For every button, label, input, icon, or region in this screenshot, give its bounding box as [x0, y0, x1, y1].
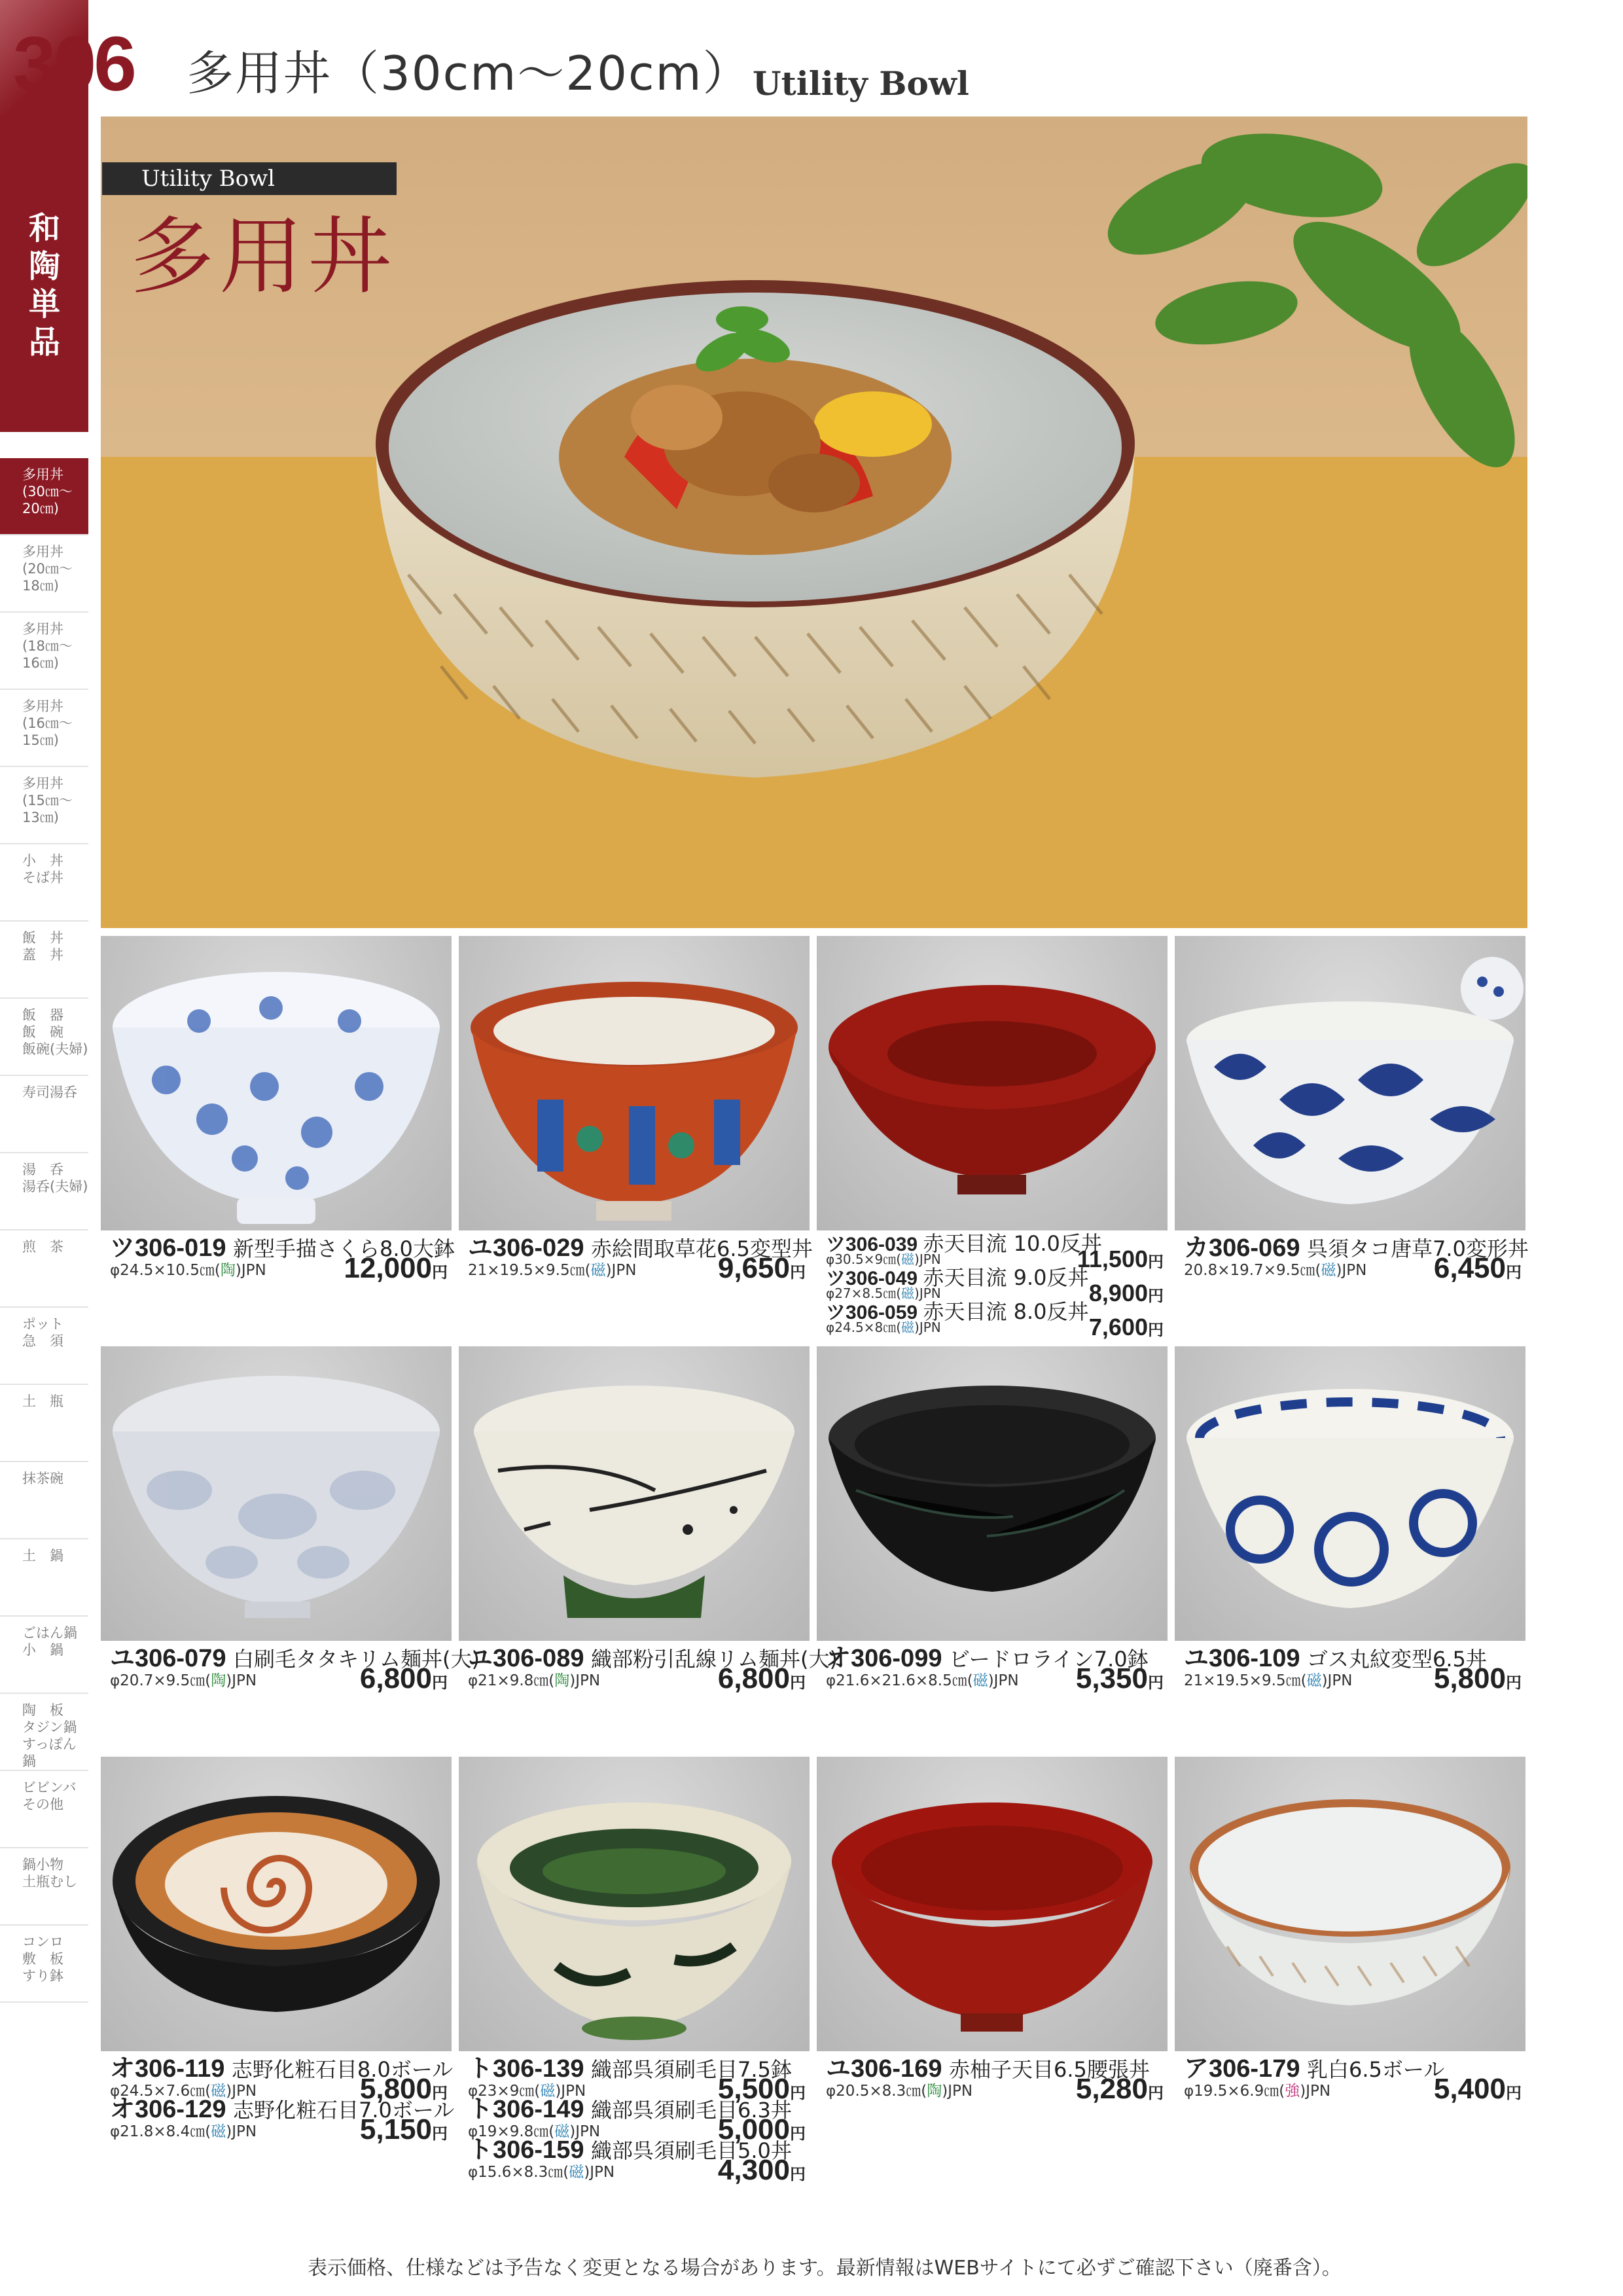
side-nav-item[interactable]: 多用丼 (16㎝〜 15㎝)	[0, 690, 88, 767]
hero-label: Utility Bowl	[102, 162, 397, 195]
hero-photo	[101, 117, 1527, 928]
product-price: 9,650円	[717, 1252, 806, 1284]
product-photo	[1175, 1757, 1525, 2051]
product-dimensions: φ24.5×8㎝(磁)JPN	[826, 1319, 941, 1335]
product-photo	[817, 936, 1168, 1230]
material-mark: 磁	[554, 2123, 570, 2140]
category-tab-label: 和陶単品	[28, 210, 60, 361]
side-nav-item[interactable]: 陶 板 タジン鍋 すっぽん鍋	[0, 1694, 88, 1771]
product-price: 5,350円	[1075, 1662, 1164, 1695]
product-dimensions: 20.8×19.7×9.5㎝(磁)JPN	[1184, 1262, 1367, 1279]
side-nav-item[interactable]: ごはん鍋 小 鍋	[0, 1617, 88, 1694]
side-nav-item[interactable]: 湯 呑 湯呑(夫婦)	[0, 1153, 88, 1230]
product-price: 8,900円	[1088, 1280, 1164, 1306]
product-code-text: ト306-139	[468, 2055, 592, 2083]
material-mark: 磁	[1321, 1262, 1336, 1279]
product-photo	[1175, 936, 1525, 1230]
side-nav-item[interactable]: 土 瓶	[0, 1385, 88, 1462]
material-mark: 陶	[927, 2083, 942, 2100]
product-price: 5,800円	[359, 2073, 448, 2105]
product-name: 赤天目流 8.0反丼	[923, 1299, 1089, 1324]
material-mark: 磁	[211, 2123, 226, 2140]
product-price: 6,800円	[717, 1662, 806, 1695]
product-photo	[1175, 1346, 1525, 1641]
product-code-text: オ306-129	[110, 2096, 234, 2123]
product-price: 5,800円	[1433, 1662, 1522, 1695]
product-dimensions: φ27×8.5㎝(磁)JPN	[826, 1285, 941, 1301]
product-name: 白刷毛タタキリム麺丼(大)	[233, 1647, 480, 1672]
product-name: 赤天目流 10.0反丼	[923, 1231, 1102, 1256]
footer-note: 表示価格、仕様などは予告なく変更となる場合があります。最新情報はWEBサイトにて必ずご確認下さい（廃番含）。	[308, 2257, 1342, 2280]
product-photo	[101, 1757, 452, 2051]
product-code-text: カ306-069	[1184, 1234, 1308, 1262]
page-number: 306	[13, 21, 134, 107]
product-code-text: ユ306-029	[468, 1234, 592, 1262]
product-code-text: ユ306-109	[1184, 1645, 1308, 1672]
product-name: ビードロライン7.0鉢	[949, 1647, 1149, 1672]
product-photo	[459, 1757, 810, 2051]
side-nav-item[interactable]: 飯 丼 蓋 丼	[0, 922, 88, 999]
material-mark: 磁	[901, 1285, 915, 1301]
hero-title: 多用丼	[130, 208, 398, 306]
bowl-illustration	[459, 1757, 810, 2051]
product-dimensions: φ21.6×21.6×8.5㎝(磁)JPN	[826, 1672, 1019, 1689]
material-mark: 陶	[211, 1672, 226, 1689]
page-title: 多用丼（30cm〜20cm）	[187, 46, 751, 101]
product-price: 4,300円	[717, 2154, 806, 2186]
product-name: 赤絵間取草花6.5変型丼	[591, 1236, 813, 1261]
side-nav-item[interactable]: コンロ 敷 板 すり鉢	[0, 1926, 88, 2003]
product-code-text: ト306-159	[468, 2136, 592, 2164]
product-name: 織部呉須刷毛目5.0丼	[591, 2138, 792, 2163]
product-code-text: ツ306-039	[826, 1234, 923, 1255]
product-photo	[817, 1757, 1168, 2051]
side-nav-item[interactable]: 多用丼 (15㎝〜 13㎝)	[0, 767, 88, 844]
product-dimensions: φ21.8×8.4㎝(磁)JPN	[110, 2123, 257, 2140]
product-name: 志野化粧石目8.0ボール	[231, 2057, 454, 2082]
bowl-illustration	[1175, 936, 1525, 1230]
product-dimensions: φ15.6×8.3㎝(磁)JPN	[468, 2164, 615, 2181]
bowl-illustration	[817, 936, 1168, 1230]
product-price: 5,000円	[717, 2113, 806, 2145]
page-title-english: Utility Bowl	[753, 64, 969, 103]
side-nav-item[interactable]: 多用丼 (30㎝〜 20㎝)	[0, 458, 88, 535]
material-mark: 磁	[972, 1672, 988, 1689]
product-name: 呉須タコ唐草7.0変形丼	[1307, 1236, 1529, 1261]
product-price: 5,500円	[717, 2073, 806, 2105]
product-price: 5,280円	[1075, 2073, 1164, 2105]
product-dimensions: 21×19.5×9.5㎝(磁)JPN	[1184, 1672, 1353, 1689]
product-dimensions: φ24.5×10.5㎝(陶)JPN	[110, 1262, 266, 1279]
product-dimensions: φ24.5×7.6㎝(磁)JPN	[110, 2083, 257, 2100]
side-nav-item[interactable]: 多用丼 (20㎝〜 18㎝)	[0, 535, 88, 613]
product-dimensions: φ20.7×9.5㎝(陶)JPN	[110, 1672, 257, 1689]
product-photo	[101, 1346, 452, 1641]
bowl-illustration	[817, 1346, 1168, 1641]
product-code-text: オ306-099	[826, 1645, 950, 1672]
product-price: 5,150円	[359, 2113, 448, 2145]
material-mark: 磁	[540, 2083, 556, 2100]
product-photo	[459, 936, 810, 1230]
material-mark: 磁	[590, 1262, 606, 1279]
material-mark: 陶	[220, 1262, 236, 1279]
side-nav-item[interactable]: 飯 器 飯 碗 飯碗(夫婦)	[0, 999, 88, 1076]
side-nav-item[interactable]: 抹茶碗	[0, 1462, 88, 1539]
bowl-illustration	[1175, 1757, 1525, 2051]
product-code-text: ユ306-079	[110, 1645, 234, 1672]
product-name: 赤柚子天目6.5腰張丼	[949, 2057, 1150, 2082]
material-mark: 陶	[554, 1672, 570, 1689]
side-nav-item[interactable]: ビビンバ その他	[0, 1771, 88, 1848]
product-photo	[459, 1346, 810, 1641]
side-nav-item[interactable]: 多用丼 (18㎝〜 16㎝)	[0, 613, 88, 690]
product-code-text: ア306-179	[1184, 2055, 1308, 2083]
product-dimensions: φ23×9㎝(磁)JPN	[468, 2083, 586, 2100]
bowl-illustration	[459, 936, 810, 1230]
side-nav-item[interactable]: 煎 茶	[0, 1230, 88, 1308]
product-code-text: ツ306-019	[110, 1234, 234, 1262]
bowl-illustration	[101, 1346, 452, 1641]
material-mark: 磁	[569, 2164, 584, 2181]
product-name: 赤天目流 9.0反丼	[923, 1265, 1089, 1290]
bowl-illustration	[459, 1346, 810, 1641]
product-photo	[101, 936, 452, 1230]
product-photo	[817, 1346, 1168, 1641]
product-dimensions: φ19×9.8㎝(磁)JPN	[468, 2123, 601, 2140]
product-price: 7,600円	[1088, 1314, 1164, 1340]
product-price: 5,400円	[1433, 2073, 1522, 2105]
material-mark: 磁	[901, 1319, 915, 1335]
side-nav-item[interactable]: 小 丼 そば丼	[0, 844, 88, 922]
side-navigation	[0, 458, 88, 2003]
product-price: 11,500円	[1077, 1246, 1164, 1272]
product-name: 織部呉須刷毛目6.3丼	[591, 2098, 792, 2123]
material-mark: 磁	[901, 1251, 915, 1267]
product-dimensions: φ30.5×9㎝(磁)JPN	[826, 1251, 941, 1267]
product-code-text: ツ306-049	[826, 1268, 923, 1289]
side-nav-item[interactable]: 寿司湯呑	[0, 1076, 88, 1153]
product-name: 織部粉引乱線リム麺丼(大)	[591, 1647, 838, 1672]
product-dimensions: 21×19.5×9.5㎝(磁)JPN	[468, 1262, 637, 1279]
product-dimensions: φ20.5×8.3㎝(陶)JPN	[826, 2083, 973, 2100]
product-name: 志野化粧石目7.0ボール	[233, 2098, 455, 2123]
product-dimensions: φ21×9.8㎝(陶)JPN	[468, 1672, 601, 1689]
product-code-text: ユ306-169	[826, 2055, 950, 2083]
product-dimensions: φ19.5×6.9㎝(強)JPN	[1184, 2083, 1331, 2100]
product-price: 6,450円	[1433, 1252, 1522, 1284]
product-name: 乳白6.5ボール	[1307, 2057, 1445, 2082]
bowl-illustration	[101, 936, 452, 1230]
product-code-text: ト306-149	[468, 2096, 592, 2123]
material-mark: 磁	[211, 2083, 226, 2100]
product-name: ゴス丸紋変型6.5丼	[1307, 1647, 1487, 1672]
bowl-illustration	[1175, 1346, 1525, 1641]
product-name: 新型手描さくら8.0大鉢	[233, 1236, 455, 1261]
side-nav-item[interactable]: ポット 急 須	[0, 1308, 88, 1385]
bowl-illustration	[101, 1757, 452, 2051]
product-price: 12,000円	[344, 1252, 448, 1284]
side-nav-item[interactable]: 鍋小物 土瓶むし	[0, 1848, 88, 1926]
product-name: 織部呉須刷毛目7.5鉢	[591, 2057, 792, 2082]
product-code-text: ツ306-059	[826, 1302, 923, 1323]
side-nav-item[interactable]: 土 鍋	[0, 1539, 88, 1617]
bowl-illustration	[817, 1757, 1168, 2051]
material-mark: 磁	[1306, 1672, 1322, 1689]
product-price: 6,800円	[359, 1662, 448, 1695]
product-code-text: ユ306-089	[468, 1645, 592, 1672]
material-mark: 強	[1285, 2083, 1300, 2100]
product-code-text: オ306-119	[110, 2055, 232, 2083]
